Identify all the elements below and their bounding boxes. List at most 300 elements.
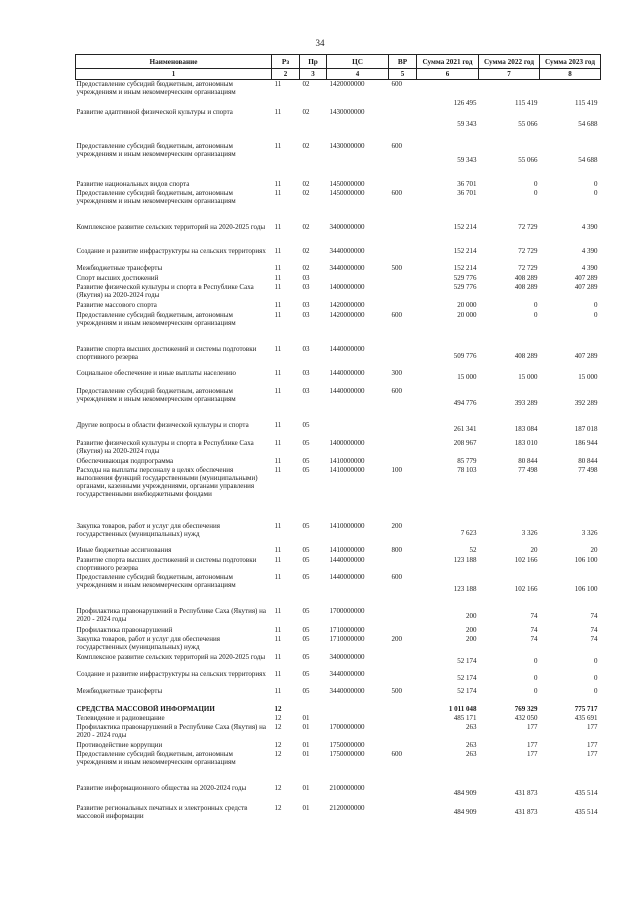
row-sum-2022: 0 — [534, 686, 538, 695]
row-sum-2023: 74 — [590, 625, 598, 634]
row-name: Предоставление субсидий бюджетным, автономным учреждениям и иным некоммерческим организациям — [76, 80, 236, 97]
column-number-row — [76, 69, 601, 80]
row-vr: 200 — [391, 521, 402, 530]
row-sum-2022: 177 — [527, 722, 538, 731]
row-cs: 1700000000 — [329, 722, 365, 731]
row-sum-2022: 183 084 — [514, 425, 538, 434]
row-sum-2022: 432 050 — [514, 713, 538, 722]
row-sum-2022: 393 289 — [514, 399, 538, 408]
row-sum-2022: 74 — [530, 611, 538, 620]
header-sum-2023: Сумма 2023 год — [540, 55, 601, 69]
row-rz: 12 — [274, 803, 282, 812]
row-name: Создание и развитие инфраструктуры на сельских территориях — [76, 246, 266, 255]
row-sum-2023: 435 691 — [574, 713, 598, 722]
table-row — [76, 274, 601, 283]
table-row — [76, 546, 601, 556]
row-rz: 12 — [274, 722, 282, 731]
row-vr: 300 — [391, 368, 402, 377]
row-cs: 1440000000 — [329, 555, 365, 564]
row-sum-2023: 407 289 — [574, 352, 598, 361]
row-rz: 12 — [274, 740, 282, 749]
row-rz: 12 — [274, 749, 282, 758]
row-sum-2022: 431 873 — [514, 789, 538, 798]
row-name: Социальное обеспечение и иные выплаты населению — [76, 368, 236, 377]
row-sum-2023: 407 289 — [574, 282, 598, 291]
row-vr — [389, 653, 417, 670]
row-pr: 01 — [302, 749, 310, 758]
row-cs: 1450000000 — [329, 188, 365, 197]
row-sum-2021: 152 214 — [453, 222, 477, 231]
row-sum-2021: 1 011 048 — [448, 704, 477, 713]
row-rz: 11 — [274, 625, 282, 634]
row-sum-2023: 54 688 — [578, 156, 598, 165]
row-pr — [300, 705, 327, 714]
row-vr — [389, 804, 417, 822]
table-row — [76, 466, 601, 522]
row-sum-2023: 74 — [590, 611, 598, 620]
row-sum-2023: 0 — [594, 310, 598, 319]
row-pr: 01 — [302, 783, 310, 792]
table-row — [76, 750, 601, 784]
table-body — [76, 80, 601, 822]
row-name: Развитие массового спорта — [76, 300, 157, 309]
row-sum-2021: 494 776 — [453, 399, 477, 408]
row-cs: 3400000000 — [329, 652, 365, 661]
table-row — [76, 705, 601, 714]
row-cs: 1750000000 — [329, 740, 365, 749]
row-name: Комплексное развитие сельских территорий на 2020-2025 годы — [76, 222, 266, 231]
row-sum-2022: 0 — [534, 656, 538, 665]
row-vr: 500 — [391, 263, 402, 272]
row-sum-2022: 408 289 — [514, 273, 538, 282]
column-number: 1 — [76, 69, 272, 80]
row-cs: 1420000000 — [329, 80, 365, 88]
row-vr: 500 — [391, 686, 402, 695]
table-row — [76, 723, 601, 741]
row-sum-2022: 80 844 — [518, 456, 538, 465]
row-rz: 11 — [274, 179, 282, 188]
row-rz: 12 — [274, 704, 282, 713]
row-pr: 05 — [302, 669, 310, 678]
row-sum-2021: 123 188 — [453, 555, 477, 564]
row-sum-2022: 431 873 — [514, 808, 538, 817]
row-sum-2021: 208 967 — [453, 438, 477, 447]
column-number: 7 — [479, 69, 540, 80]
row-vr: 600 — [391, 310, 402, 319]
row-sum-2021: 509 776 — [453, 352, 477, 361]
row-vr — [389, 670, 417, 687]
row-sum-2022: 77 498 — [518, 465, 538, 474]
row-sum-2023: 115 419 — [575, 99, 598, 108]
row-sum-2023: 4 390 — [581, 263, 598, 272]
row-name: Профилактика правонарушений в Республике Саха (Якутия) на 2020 - 2024 годы — [76, 606, 266, 623]
row-cs: 2120000000 — [329, 803, 365, 812]
row-cs: 1700000000 — [329, 606, 365, 615]
row-name: Расходы на выплаты персоналу в целях обеспечения выполнения функций государственными (муниципальными) органами, казенными учреждениями, органами управления государственными внебюджетными фондами — [76, 465, 258, 499]
row-rz: 11 — [274, 634, 282, 643]
row-cs: 1440000000 — [329, 386, 365, 395]
row-sum-2022: 72 729 — [518, 222, 538, 231]
row-sum-2021: 59 343 — [457, 156, 477, 165]
table-row — [76, 607, 601, 626]
row-name: Предоставление субсидий бюджетным, автономным учреждениям и иным некоммерческим организациям — [76, 572, 236, 589]
row-pr: 05 — [302, 465, 310, 474]
row-sum-2021: 85 779 — [457, 456, 477, 465]
row-sum-2021: 52 — [469, 545, 477, 554]
row-name: Противодействие коррупции — [76, 740, 163, 749]
row-rz: 11 — [274, 606, 282, 615]
row-name: Комплексное развитие сельских территорий на 2020-2025 годы — [76, 652, 266, 661]
row-rz: 11 — [274, 555, 282, 564]
row-sum-2023: 435 514 — [574, 808, 598, 817]
row-sum-2022: 177 — [527, 740, 538, 749]
row-sum-2023: 3 326 — [581, 529, 598, 538]
row-rz: 11 — [274, 273, 282, 282]
row-vr — [389, 108, 417, 142]
row-pr: 05 — [302, 456, 310, 465]
table-row — [76, 653, 601, 670]
row-name: Иные бюджетные ассигнования — [76, 545, 172, 554]
row-sum-2022: 0 — [534, 310, 538, 319]
row-pr: 03 — [302, 273, 310, 282]
row-cs: 1400000000 — [329, 282, 365, 291]
row-vr — [389, 301, 417, 311]
row-sum-2021: 263 — [466, 722, 477, 731]
row-sum-2021: 52 174 — [457, 686, 477, 695]
row-rz: 11 — [274, 246, 282, 255]
row-sum-2021: 126 495 — [453, 99, 477, 108]
row-sum-2022: 3 326 — [521, 529, 538, 538]
table-row — [76, 108, 601, 142]
table-row — [76, 421, 601, 439]
row-rz: 11 — [274, 141, 282, 150]
table-row — [76, 670, 601, 687]
table-row — [76, 457, 601, 466]
row-sum-2023: 0 — [594, 300, 598, 309]
row-sum-2022: 408 289 — [514, 352, 538, 361]
row-pr: 05 — [302, 572, 310, 581]
row-pr: 02 — [302, 222, 310, 231]
page-number: 34 — [315, 38, 325, 48]
row-cs: 1430000000 — [329, 107, 365, 116]
row-sum-2022: 72 729 — [518, 263, 538, 272]
row-sum-2022: 72 729 — [518, 246, 538, 255]
table-row — [76, 180, 601, 189]
row-name: Профилактика правонарушений — [76, 625, 173, 634]
row-pr: 02 — [302, 141, 310, 150]
row-sum-2022: 15 000 — [518, 373, 538, 382]
row-rz: 11 — [274, 465, 282, 474]
row-pr: 05 — [302, 545, 310, 554]
row-sum-2021: 484 909 — [453, 789, 477, 798]
row-sum-2021: 263 — [466, 740, 477, 749]
row-rz: 11 — [274, 188, 282, 197]
row-pr: 05 — [302, 555, 310, 564]
row-cs — [327, 705, 389, 714]
table-row — [76, 556, 601, 573]
table-row — [76, 311, 601, 345]
row-vr: 100 — [391, 465, 402, 474]
row-rz: 11 — [274, 420, 282, 429]
row-name: СРЕДСТВА МАССОВОЙ ИНФОРМАЦИИ — [76, 704, 215, 713]
row-cs: 1440000000 — [329, 368, 365, 377]
table-row — [76, 784, 601, 804]
budget-table — [75, 54, 601, 822]
column-number: 2 — [272, 69, 300, 80]
row-sum-2023: 435 514 — [574, 789, 598, 798]
row-pr: 05 — [302, 625, 310, 634]
row-sum-2021: 261 341 — [453, 425, 477, 434]
row-rz: 11 — [274, 652, 282, 661]
row-sum-2022: 74 — [530, 634, 538, 643]
column-number: 8 — [540, 69, 601, 80]
row-vr — [389, 274, 417, 283]
table-row — [76, 283, 601, 301]
column-number: 5 — [389, 69, 417, 80]
row-vr — [389, 247, 417, 264]
row-vr: 800 — [391, 545, 402, 554]
row-rz: 11 — [274, 80, 282, 88]
row-vr: 200 — [391, 634, 402, 643]
row-sum-2021: 123 188 — [453, 585, 477, 594]
row-name: Предоставление субсидий бюджетным, автономным учреждениям и иным некоммерческим организациям — [76, 310, 236, 327]
row-sum-2021: 36 701 — [457, 179, 477, 188]
row-rz: 11 — [274, 368, 282, 377]
column-number: 4 — [327, 69, 389, 80]
row-pr: 03 — [302, 386, 310, 395]
row-pr: 01 — [302, 722, 310, 731]
row-pr: 02 — [302, 179, 310, 188]
row-vr — [389, 626, 417, 635]
row-rz: 12 — [274, 713, 282, 722]
row-name: Развитие спорта высших достижений и системы подготовки спортивного резерва — [76, 555, 257, 572]
row-cs: 3440000000 — [329, 246, 365, 255]
row-vr — [389, 714, 417, 723]
row-name: Закупка товаров, работ и услуг для обеспечения государственных (муниципальных) нужд — [76, 634, 220, 651]
row-pr: 02 — [302, 107, 310, 116]
row-vr: 600 — [391, 749, 402, 758]
table-row — [76, 345, 601, 369]
row-cs: 1400000000 — [329, 438, 365, 447]
row-cs: 1410000000 — [329, 456, 365, 465]
row-name: Развитие спорта высших достижений и системы подготовки спортивного резерва — [76, 344, 257, 361]
row-sum-2022: 74 — [530, 625, 538, 634]
row-cs: 1440000000 — [329, 344, 365, 353]
row-sum-2023: 177 — [587, 740, 598, 749]
row-name: Развитие региональных печатных и электронных средств массовой информации — [76, 803, 248, 820]
row-cs: 3440000000 — [329, 669, 365, 678]
row-rz: 11 — [274, 310, 282, 319]
row-sum-2022: 769 329 — [514, 704, 538, 713]
row-sum-2021: 200 — [466, 634, 477, 643]
row-name: Закупка товаров, работ и услуг для обеспечения государственных (муниципальных) нужд — [76, 521, 220, 538]
row-sum-2023: 0 — [594, 188, 598, 197]
table-row — [76, 264, 601, 274]
row-rz: 11 — [274, 282, 282, 291]
row-vr: 600 — [391, 80, 402, 88]
column-number: 6 — [417, 69, 479, 80]
row-sum-2023: 177 — [587, 722, 598, 731]
row-sum-2021: 263 — [466, 749, 477, 758]
row-rz: 11 — [274, 263, 282, 272]
row-pr: 05 — [302, 652, 310, 661]
row-sum-2023: 187 018 — [574, 425, 598, 434]
row-vr — [389, 439, 417, 457]
row-pr: 05 — [302, 634, 310, 643]
row-vr — [389, 723, 417, 741]
row-pr: 05 — [302, 686, 310, 695]
row-vr — [389, 457, 417, 466]
row-rz: 11 — [274, 456, 282, 465]
row-pr: 01 — [302, 803, 310, 812]
row-vr: 600 — [391, 141, 402, 150]
row-vr: 600 — [391, 386, 402, 395]
row-cs: 1440000000 — [329, 572, 365, 581]
row-sum-2022: 102 166 — [514, 555, 538, 564]
table-row — [76, 80, 601, 108]
row-sum-2022: 0 — [534, 673, 538, 682]
row-sum-2021: 78 103 — [457, 465, 477, 474]
row-pr: 02 — [302, 188, 310, 197]
row-sum-2022: 20 — [530, 545, 538, 554]
row-sum-2021: 20 000 — [457, 310, 477, 319]
header-name: Наименование — [76, 55, 272, 69]
row-pr: 03 — [302, 300, 310, 309]
row-vr — [389, 421, 417, 439]
header-vr: ВР — [389, 55, 417, 69]
row-name: Предоставление субсидий бюджетным, автономным учреждениям и иным некоммерческим организациям — [76, 386, 236, 403]
row-name: Развитие информационного общества на 2020-2024 годы — [76, 783, 247, 792]
row-sum-2023: 15 000 — [578, 373, 598, 382]
row-cs: 1420000000 — [329, 310, 365, 319]
row-sum-2021: 152 214 — [453, 246, 477, 255]
row-vr — [389, 556, 417, 573]
row-pr: 05 — [302, 420, 310, 429]
row-pr: 01 — [302, 713, 310, 722]
row-rz: 11 — [274, 300, 282, 309]
row-sum-2023: 0 — [594, 673, 598, 682]
row-vr — [389, 180, 417, 189]
row-vr — [389, 607, 417, 626]
row-vr: 600 — [391, 572, 402, 581]
row-sum-2023: 392 289 — [574, 399, 598, 408]
row-name: Профилактика правонарушений в Республике Саха (Якутия) на 2020 - 2024 годы — [76, 722, 266, 739]
row-vr: 600 — [391, 188, 402, 197]
row-rz: 11 — [274, 521, 282, 530]
header-row — [76, 55, 601, 69]
table-row — [76, 714, 601, 723]
row-cs: 1710000000 — [329, 625, 365, 634]
table-row — [76, 301, 601, 311]
row-sum-2021: 20 000 — [457, 300, 477, 309]
row-pr: 03 — [302, 368, 310, 377]
row-vr — [389, 784, 417, 804]
table-row — [76, 804, 601, 822]
row-cs: 3440000000 — [329, 686, 365, 695]
row-cs — [327, 274, 389, 283]
table-row — [76, 626, 601, 635]
table-row — [76, 522, 601, 546]
row-sum-2023: 106 100 — [574, 555, 598, 564]
row-sum-2023: 77 498 — [578, 465, 598, 474]
row-cs: 3400000000 — [329, 222, 365, 231]
row-name: Межбюджетные трансферты — [76, 263, 163, 272]
header-pr: Пр — [300, 55, 327, 69]
row-pr: 03 — [302, 310, 310, 319]
row-cs: 1750000000 — [329, 749, 365, 758]
row-sum-2023: 0 — [594, 656, 598, 665]
row-cs: 1410000000 — [329, 521, 365, 530]
row-pr: 02 — [302, 246, 310, 255]
row-sum-2022: 183 010 — [514, 438, 538, 447]
row-sum-2021: 52 174 — [457, 673, 477, 682]
table-row — [76, 247, 601, 264]
row-cs — [327, 714, 389, 723]
row-pr: 05 — [302, 438, 310, 447]
row-rz: 11 — [274, 572, 282, 581]
row-sum-2023: 106 100 — [574, 585, 598, 594]
header-cs: ЦС — [327, 55, 389, 69]
row-sum-2023: 0 — [594, 179, 598, 188]
row-sum-2021: 200 — [466, 625, 477, 634]
row-sum-2023: 177 — [587, 749, 598, 758]
row-rz: 11 — [274, 386, 282, 395]
column-number: 3 — [300, 69, 327, 80]
table-row — [76, 687, 601, 705]
row-sum-2022: 0 — [534, 300, 538, 309]
row-name: Обеспечивающая подпрограмма — [76, 456, 174, 465]
row-sum-2023: 80 844 — [578, 456, 598, 465]
row-name: Межбюджетные трансферты — [76, 686, 163, 695]
row-name: Предоставление субсидий бюджетным, автономным учреждениям и иным некоммерческим организациям — [76, 141, 236, 158]
row-sum-2023: 775 717 — [574, 704, 598, 713]
table-row — [76, 189, 601, 223]
row-rz: 11 — [274, 344, 282, 353]
row-sum-2023: 74 — [590, 634, 598, 643]
row-pr: 05 — [302, 606, 310, 615]
row-name: Развитие физической культуры и спорта в Республике Саха (Якутия) на 2020-2024 годы — [76, 438, 254, 455]
row-vr — [389, 741, 417, 750]
row-cs: 2100000000 — [329, 783, 365, 792]
row-name: Развитие адаптивной физической культуры и спорта — [76, 107, 233, 116]
table-row — [76, 142, 601, 180]
table-row — [76, 387, 601, 421]
row-name: Телевидение и радиовещание — [76, 713, 165, 722]
row-sum-2021: 200 — [466, 611, 477, 620]
row-rz: 11 — [274, 545, 282, 554]
row-sum-2023: 186 944 — [574, 438, 598, 447]
row-rz: 11 — [274, 107, 282, 116]
row-cs: 1710000000 — [329, 634, 365, 643]
row-rz: 11 — [274, 686, 282, 695]
row-pr: 05 — [302, 521, 310, 530]
row-sum-2022: 0 — [534, 179, 538, 188]
row-sum-2022: 55 066 — [518, 120, 538, 129]
row-sum-2021: 52 174 — [457, 656, 477, 665]
row-sum-2021: 36 701 — [457, 188, 477, 197]
row-pr: 02 — [302, 80, 310, 88]
row-sum-2021: 485 171 — [453, 713, 477, 722]
table-row — [76, 741, 601, 750]
row-sum-2021: 529 776 — [453, 282, 477, 291]
header-sum-2021: Сумма 2021 год — [417, 55, 479, 69]
row-name: Предоставление субсидий бюджетным, автономным учреждениям и иным некоммерческим организациям — [76, 188, 236, 205]
row-vr — [389, 705, 417, 714]
row-rz: 12 — [274, 783, 282, 792]
row-rz: 11 — [274, 438, 282, 447]
row-cs: 1430000000 — [329, 141, 365, 150]
row-pr: 01 — [302, 740, 310, 749]
